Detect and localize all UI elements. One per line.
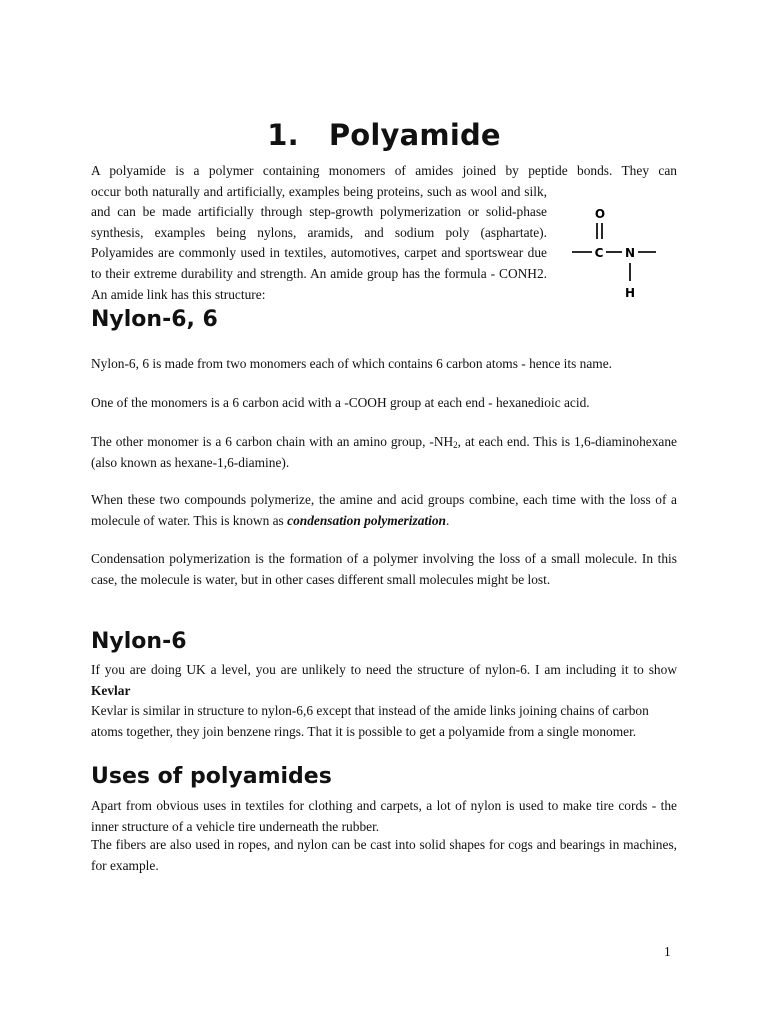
heading-nylon-66: Nylon-6, 6 bbox=[91, 307, 218, 332]
nylon66-paragraph-3 bbox=[91, 432, 677, 473]
amide-structure bbox=[566, 203, 666, 303]
nylon66-p3-subscript: 2 bbox=[453, 440, 458, 450]
amide-hydrogen-label: H bbox=[624, 286, 636, 300]
nylon66-p4-start: When these two compounds polymerize, the amine and acid groups combine, each time with the loss of a molecule of water. This is known as bbox=[91, 492, 677, 528]
amide-carbon-label: C bbox=[594, 246, 604, 260]
nylon6-p1-start: If you are doing UK a level, you are unlikely to need the structure of nylon-6. I am including it to show bbox=[91, 662, 677, 677]
page-title bbox=[0, 118, 768, 152]
title-number: 1. bbox=[267, 118, 299, 152]
title-text: Polyamide bbox=[328, 118, 501, 152]
uses-paragraph-1: Apart from obvious uses in textiles for clothing and carpets, a lot of nylon is used to make tire cords - the inner structure of a vehicle tire underneath the rubber. bbox=[91, 798, 677, 834]
kevlar-term: Kevlar bbox=[91, 682, 131, 698]
nylon66-paragraph-4 bbox=[91, 490, 677, 531]
nylon66-paragraph-2: One of the monomers is a 6 carbon acid with a -COOH group at each end - hexanedioic acid. bbox=[91, 395, 590, 410]
uses-paragraph-2: The fibers are also used in ropes, and nylon can be cast into solid shapes for cogs and bearings in machines, for example. bbox=[91, 837, 677, 873]
intro-first-line: A polyamide is a polymer containing monomers of amides joined by peptide bonds. They can bbox=[91, 163, 677, 178]
nylon6-paragraph-1 bbox=[91, 660, 677, 701]
intro-paragraph: occur both naturally and artificially, examples being proteins, such as wool and silk, and can be made artificially through step-growth polymerization or solid-phase synthesis, examples being nylons, aramids, and sodium poly (asphartate). Polyamides are commonly used in textiles, automotives, carpet and sportswear due to their extreme durability and strength. An amide group has the formula - CONH2. An amide link has this structure: bbox=[91, 183, 547, 302]
nylon66-p4-end: . bbox=[445, 512, 450, 528]
amide-nitrogen-label: N bbox=[624, 246, 636, 260]
heading-nylon-6: Nylon-6 bbox=[91, 629, 187, 654]
nylon66-paragraph-1: Nylon-6, 6 is made from two monomers each of which contains 6 carbon atoms - hence its name. bbox=[91, 356, 612, 371]
condensation-polymerization-term: condensation polymerization bbox=[287, 512, 446, 528]
nylon6-paragraph-2: Kevlar is similar in structure to nylon-6,6 except that instead of the amide links joining chains of carbon atoms together, they join benzene rings. That it is possible to get a polyamide from a single monomer. bbox=[91, 703, 649, 739]
page-number: 1 bbox=[664, 944, 671, 959]
amide-link-diagram bbox=[566, 203, 666, 303]
nylon66-paragraph-5: Condensation polymerization is the formation of a polymer involving the loss of a small molecule. In this case, the molecule is water, but in other cases different small molecules might be lost. bbox=[91, 551, 677, 587]
amide-oxygen-label: O bbox=[594, 207, 606, 221]
nylon66-p3-start: The other monomer is a 6 carbon chain with an amino group, -NH bbox=[91, 434, 454, 449]
heading-uses-of-polyamides: Uses of polyamides bbox=[91, 764, 332, 789]
nylon66-p3-end: , at each end. This is 1,6-diaminohexane (also known as hexane-1,6-diamine). bbox=[91, 434, 677, 470]
